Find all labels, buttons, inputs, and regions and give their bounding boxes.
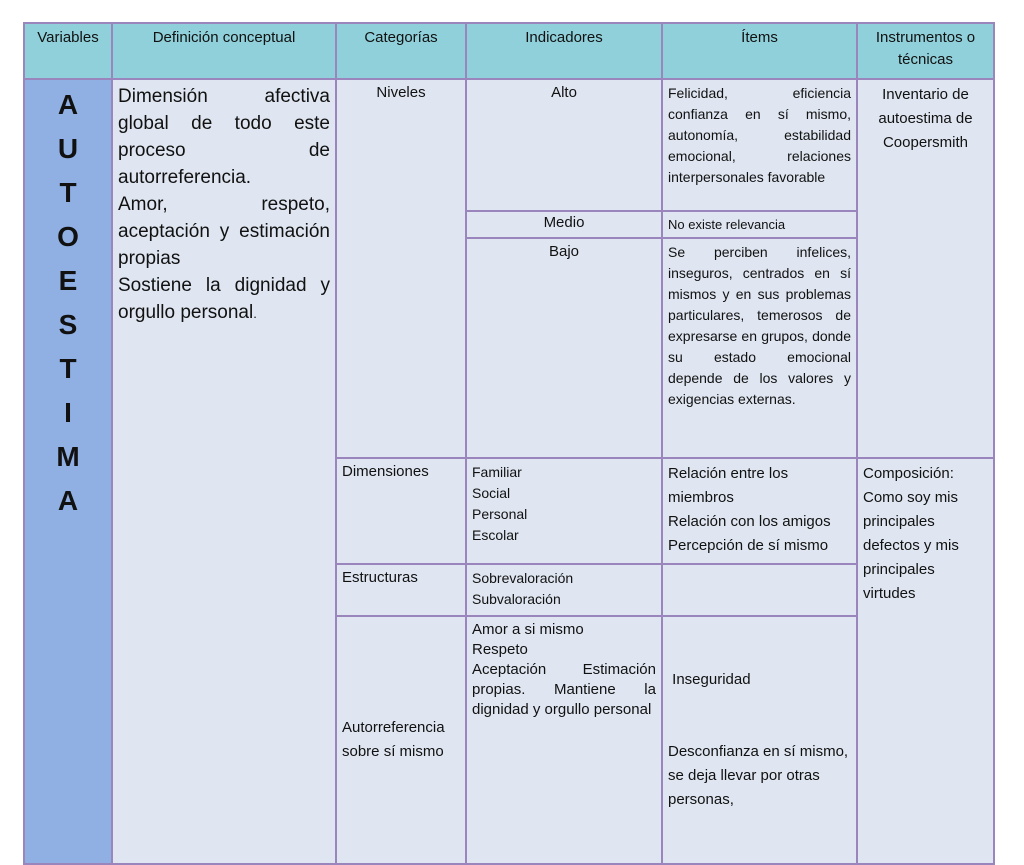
category-dimensiones: Dimensiones	[336, 458, 466, 564]
header-variables: Variables	[24, 23, 112, 79]
composicion-title: Composición:	[863, 465, 954, 482]
indicator-bajo: Bajo	[466, 238, 662, 458]
definition-cell	[112, 79, 336, 864]
category-autorreferencia: Autorreferencia sobre sí mismo	[336, 616, 466, 864]
header-definicion: Definición conceptual	[112, 23, 336, 79]
list-item: Social	[472, 485, 511, 501]
composicion-text: Como soy mis principales defectos y mis principales virtudes	[863, 489, 959, 602]
item-dimensiones	[662, 458, 857, 564]
indicator-dimensiones	[466, 458, 662, 564]
list-item: Desconfianza en sí mismo, se deja llevar por otras personas,	[668, 743, 853, 808]
list-item: Percepción de sí mismo	[668, 537, 829, 554]
instrument-inventario: Inventario de autoestima de Coopersmith	[857, 79, 994, 458]
definition-p1: Dimensión afectiva global de todo este proceso de autorreferencia.	[118, 86, 330, 188]
header-categorias: Categorías	[336, 23, 466, 79]
indicator-autorreferencia	[466, 616, 662, 864]
list-item: Aceptación Estimación propias. Mantiene la dignidad y orgullo personal	[472, 661, 656, 718]
variable-cell	[24, 79, 112, 864]
list-item: Subvaloración	[472, 591, 561, 607]
definition-p2: Amor, respeto, aceptación y estimación propias	[118, 194, 330, 269]
list-item: Respeto	[472, 641, 528, 658]
header-row	[24, 23, 994, 79]
list-item: Familiar	[472, 464, 522, 480]
definition-p3: Sostiene la dignidad y orgullo personal.	[118, 275, 330, 323]
header-instrumentos: Instrumentos o técnicas	[857, 23, 994, 79]
list-item: Escolar	[472, 527, 519, 543]
list-item: Sobrevaloración	[472, 570, 574, 586]
indicator-medio: Medio	[466, 211, 662, 238]
variable-name: A U T O E S T I M A	[56, 89, 80, 516]
instrument-composicion	[857, 458, 994, 864]
indicator-alto: Alto	[466, 79, 662, 211]
category-niveles: Niveles	[336, 79, 466, 458]
list-item: Relación entre los miembros	[668, 465, 789, 506]
item-bajo: Se perciben infelices, inseguros, centrados en sí mismos y en sus problemas particulares, temerosos de expresarse en grupos, donde su estado emocional depende de los valores y exigencias externas.	[662, 238, 857, 458]
item-estructuras	[662, 564, 857, 616]
item-medio: No existe relevancia	[662, 211, 857, 238]
list-item: Personal	[472, 506, 528, 522]
item-alto: Felicidad, eficiencia confianza en sí mismo, autonomía, estabilidad emocional, relaciones interpersonales favorable	[662, 79, 857, 211]
indicator-estructuras	[466, 564, 662, 616]
category-estructuras: Estructuras	[336, 564, 466, 616]
list-item: Inseguridad	[668, 671, 751, 688]
header-items: Ítems	[662, 23, 857, 79]
list-item: Amor a si mismo	[472, 621, 584, 638]
item-autorreferencia	[662, 616, 857, 864]
operationalization-table	[23, 22, 995, 865]
table-row	[24, 79, 994, 211]
list-item: Relación con los amigos	[668, 513, 831, 530]
header-indicadores: Indicadores	[466, 23, 662, 79]
